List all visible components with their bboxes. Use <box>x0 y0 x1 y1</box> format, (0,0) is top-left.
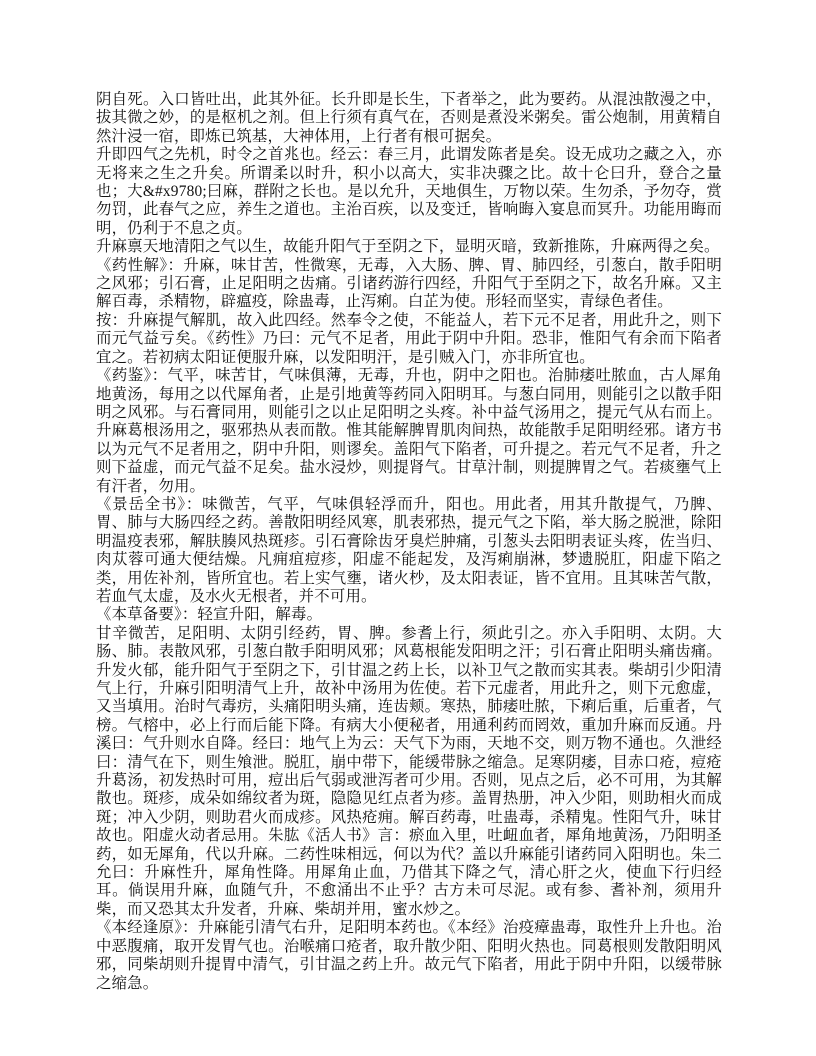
paragraph-5: 按：升麻提气解肌，故入此四经。然奉令之使，不能益人，若下元不足者，用此升之，则下而元气益亏矣。《药性》乃曰：元气不足者，用此于阴中升阳。恐非，惟阳气有余而下陷者宜之。若初病太阳证便服升麻，以发阳明汗，是引贼入门，亦非所宜也。 <box>96 311 722 366</box>
document-page <box>96 91 722 993</box>
paragraph-1: 阴自死。入口皆吐出，此其外征。长升即是长生，下者举之，此为要药。从混浊散漫之中，拔其微之妙，的是枢机之剂。但上行须有真气在，否则是煮没米粥矣。雷公炮制，用黄精自然汁浸一宿，即炼已筑基，大神体用，上行者有根可据矣。 <box>96 91 722 145</box>
paragraph-8: 《本草备要》：轻宣升阳，解毒。 <box>96 606 323 624</box>
paragraph-4: 《药性解》：升麻，味甘苦，性微寒，无毒，入大肠、脾、胃、肺四经，引葱白，散手阳明之风邪；引石膏，止足阳明之齿痛。引诸药游行四经，升阳气于至阴之下，故名升麻。又主解百毒，杀精物，辟瘟疫，除蛊毒，止泻痢。白芷为使。形轻而坚实，青绿色者佳。 <box>96 256 722 311</box>
paragraph-2: 升即四气之先机，时令之首兆也。经云：春三月，此谓发陈者是矣。设无成功之藏之入，亦无将来之生之升矣。所谓柔以时升，积小以高大，实非决骤之比。故十仑曰升，登合之量也；大&#x9780;曰麻，群附之长也。是以允升，天地俱生，万物以荣。生勿杀，予勿夺，赏勿罚，此春气之应，养生之道也。主治百疾，以及变迁，皆响晦入宴息而冥升。功能用晦而明，仍利于不息之贞。 <box>96 146 722 237</box>
paragraph-9: 甘辛微苦，足阳明、太阴引经药，胃、脾。参耆上行，须此引之。亦入手阳明、太阴。大肠、肺。表散风邪，引葱白散手阳明风邪；风葛根能发阳明之汗；引石膏止阳明头痛齿痛。升发火郁，能升阳气于至阴之下，引甘温之药上长，以补卫气之散而实其表。柴胡引少阳清气上行，升麻引阳明清气上升，故补中汤用为佐使。若下元虚者，用此升之，则下元愈虚，又当填用。治时气毒疠，头痛阳明头痛，连齿颊。寒热，肺痿吐脓，下痢后重，后重者，气榜。气榕中，必上行而后能下降。有病大小便秘者，用通利药而罔效，重加升麻而反通。丹溪曰：气升则水自降。经曰：地气上为云：天气下为雨，天地不交，则万物不通也。久泄经曰：清气在下，则生飧泄。脱肛，崩中带下，能缓带脉之缩急。足寒阴痿，目赤口疮，痘疮升葛汤，初发热时可用，痘出后气弱或泄泻者可少用。否则，见点之后，必不可用，为其解散也。斑疹，成朵如绵纹者为斑，隐隐见红点者为疹。盖胃热册，冲入少阳，则助相火而成斑；冲入少阴，则助君火而成疹。风热疮痈。解百药毒，吐蛊毒，杀精鬼。性阳气升，味甘故也。阳虚火动者忌用。朱肱《活人书》言：瘀血入里，吐衄血者，犀角地黄汤，乃阳明圣药，如无犀角，代以升麻。二药性味相远，何以为代？盖以升麻能引诸药同入阳明也。朱二允曰：升麻性升，犀角性降。用犀角止血，乃借其下降之气，清心肝之火，使血下行归经耳。倘误用升麻，血随气升，不愈涌出不止乎？古方未可尽泥。或有参、耆补剂，须用升柴，而又恐其太升发者，升麻、柴胡并用，蜜水炒之。 <box>96 624 722 918</box>
paragraph-3: 升麻禀天地清阳之气以生，故能升阳气于至阴之下，显明灭暗，致新推陈，升麻两得之矣。 <box>96 238 720 256</box>
paragraph-10: 《本经逢原》：升麻能引清气右升，足阳明本药也。《本经》治疫瘴蛊毒，取性升上升也。治中恶腹痛，取开发胃气也。治喉痛口疮者，取升散少阳、阳明火热也。同葛根则发散阳明风邪，同柴胡则升提胃中清气，引甘温之药上升。故元气下陷者，用此于阴中升阳，以缓带脉之缩急。 <box>96 919 722 992</box>
paragraph-6: 《药鉴》：气平，味苦甘，气味俱薄，无毒，升也，阴中之阳也。治肺痿吐脓血，古人犀角地黄汤，每用之以代犀角者，止是引地黄等药同入阳明耳。与葱白同用，则能引之以散手阳明之风邪。与石膏同用，则能引之以止足阳明之头疼。补中益气汤用之，提元气从右而上。升麻葛根汤用之，驱邪热从表而散。惟其能解脾胃肌肉间热，故能散手足阳明经邪。诸方书以为元气不足者用之，阴中升阳，则谬矣。盖阳气下陷者，可升提之。若元气不足者，升之则下益虚，而元气益不足矣。盐水浸炒，则提肾气。甘草汁制，则提脾胃之气。若痰壅气上有汗者，勿用。 <box>96 367 722 495</box>
paragraph-7: 《景岳全书》：味微苦，气平，气味俱轻浮而升，阳也。用此者，用其升散提气，乃脾、胃、肺与大肠四经之药。善散阳明经风寒，肌表邪热，提元气之下陷，举大肠之脱泄，除阳明温疫表邪，解肤腠风热斑疹。引石膏除齿牙臭烂肿痛，引葱头去阳明表证头疼，佐当归、肉苁蓉可通大便结燥。凡痈疽痘疹，阳虚不能起发，及泻痢崩淋，梦遗脱肛，阳虚下陷之类，用佐补剂，皆所宜也。若上实气壅，诸火杪，及太阳表证，皆不宜用。且其味苦气散，若血气太虚，及水火无根者，并不可用。 <box>96 495 722 605</box>
